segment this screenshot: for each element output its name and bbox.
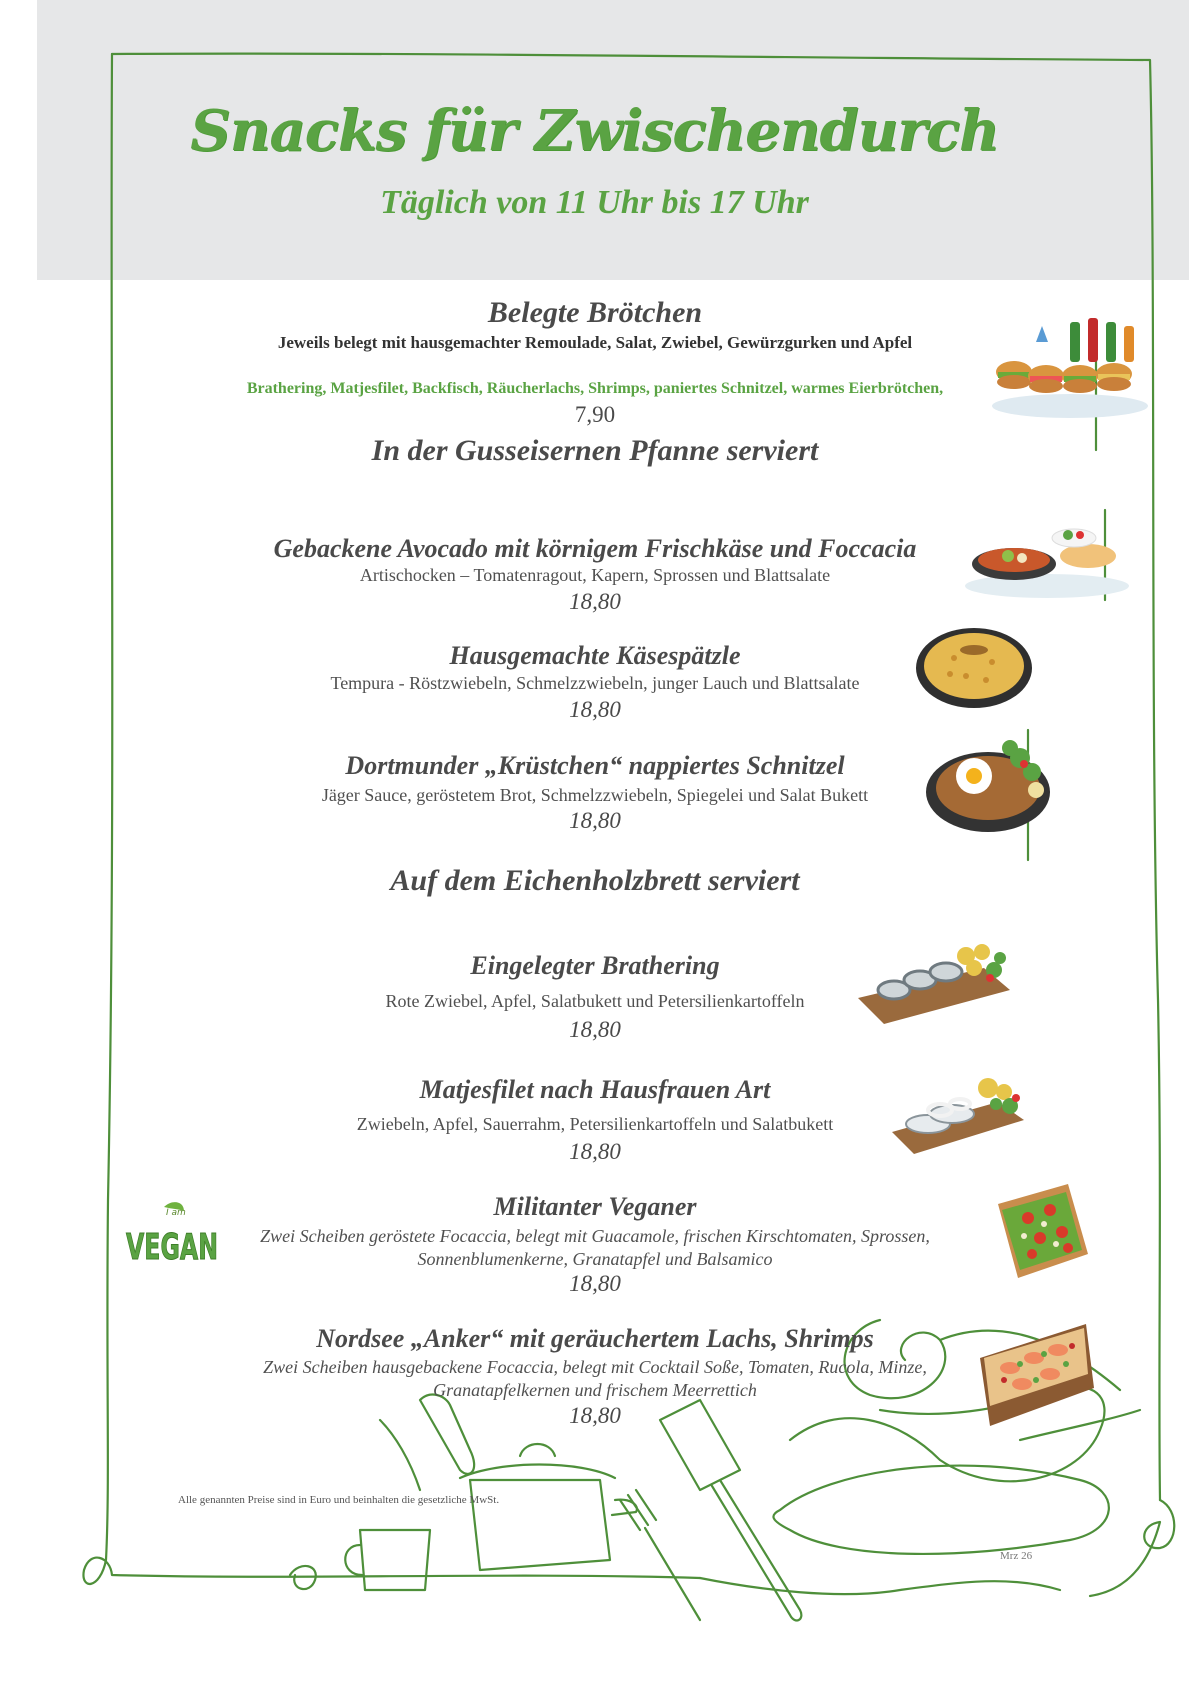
section-brett-heading: Auf dem Eichenholzbrett serviert (390, 864, 800, 897)
item-schnitzel-price: 18,80 (569, 808, 621, 833)
item-brathering-price: 18,80 (569, 1017, 621, 1042)
item-veganer-price: 18,80 (569, 1271, 621, 1296)
vegan-badge-icon (124, 1195, 220, 1268)
item-kaesespaetzle-name: Hausgemachte Käsespätzle (449, 641, 741, 670)
item-matjesfilet-name: Matjesfilet nach Hausfrauen Art (419, 1075, 771, 1104)
item-avocado-name: Gebackene Avocado mit körnigem Frischkäse und Foccacia (273, 534, 917, 563)
page-subtitle: Täglich von 11 Uhr bis 17 Uhr (380, 184, 809, 221)
item-nordsee-description-2: Granatapfelkernen und frischem Meerrettich (433, 1380, 757, 1400)
broetchen-picture (990, 316, 1150, 420)
broetchen-varieties: Brathering, Matjesfilet, Backfisch, Räucherlachs, Shrimps, paniertes Schnitzel, warmes Eierbrötchen, (246, 380, 944, 397)
item-schnitzel-name: Dortmunder „Krüstchen“ nappiertes Schnitzel (345, 751, 845, 780)
item-schnitzel-description: Jäger Sauce, geröstetem Brot, Schmelzzwiebeln, Spiegelei und Salat Bukett (321, 785, 869, 805)
broetchen-heading: Belegte Brötchen (487, 296, 703, 329)
broetchen-description: Jeweils belegt mit hausgemachter Remoulade, Salat, Zwiebel, Gewürzgurken und Apfel (277, 333, 913, 352)
item-avocado-price: 18,80 (569, 589, 621, 614)
broetchen-price: 7,90 (574, 402, 616, 427)
vegan-badge-small: I am (166, 1208, 186, 1218)
month-code: Mrz 26 (1000, 1550, 1033, 1562)
item-kaesespaetzle-price: 18,80 (569, 697, 621, 722)
item-nordsee-description-1: Zwei Scheiben hausgebackene Focaccia, belegt mit Cocktail Soße, Tomaten, Rucola, Minze, (263, 1357, 927, 1377)
item-veganer-description-2: Sonnenblumenkerne, Granatapfel und Balsamico (417, 1249, 773, 1269)
avocado-picture (964, 508, 1130, 600)
vegan-badge-big: VEGAN (126, 1227, 218, 1268)
item-matjesfilet-description: Zwiebeln, Apfel, Sauerrahm, Petersilienkartoffeln und Salatbukett (356, 1114, 834, 1134)
kaesespaetzle-picture (914, 622, 1034, 712)
brathering-picture (854, 928, 1014, 1028)
item-avocado-description: Artischocken – Tomatenragout, Kapern, Sprossen und Blattsalate (359, 565, 831, 585)
veganer-picture (988, 1174, 1096, 1294)
item-veganer-description-1: Zwei Scheiben geröstete Focaccia, belegt mit Guacamole, frischen Kirschtomaten, Sprossen, (260, 1226, 930, 1246)
nordsee-picture (976, 1318, 1096, 1430)
matjesfilet-picture (888, 1058, 1028, 1156)
item-brathering-name: Eingelegter Brathering (470, 951, 720, 980)
item-kaesespaetzle-description: Tempura - Röstzwiebeln, Schmelzzwiebeln, junger Lauch und Blattsalate (330, 673, 860, 693)
price-footnote: Alle genannten Preise sind in Euro und beinhalten die gesetzliche MwSt. (178, 1494, 500, 1506)
schnitzel-picture (924, 728, 1060, 840)
item-veganer-name: Militanter Veganer (493, 1192, 697, 1221)
item-nordsee-price: 18,80 (569, 1403, 621, 1428)
page-title: Snacks für Zwischendurch (190, 98, 999, 164)
item-brathering-description: Rote Zwiebel, Apfel, Salatbukett und Petersilienkartoffeln (385, 991, 805, 1011)
section-pfanne-heading: In der Gusseisernen Pfanne serviert (371, 434, 819, 467)
item-nordsee-name: Nordsee „Anker“ mit geräuchertem Lachs, Shrimps (316, 1324, 874, 1353)
item-matjesfilet-price: 18,80 (569, 1139, 621, 1164)
